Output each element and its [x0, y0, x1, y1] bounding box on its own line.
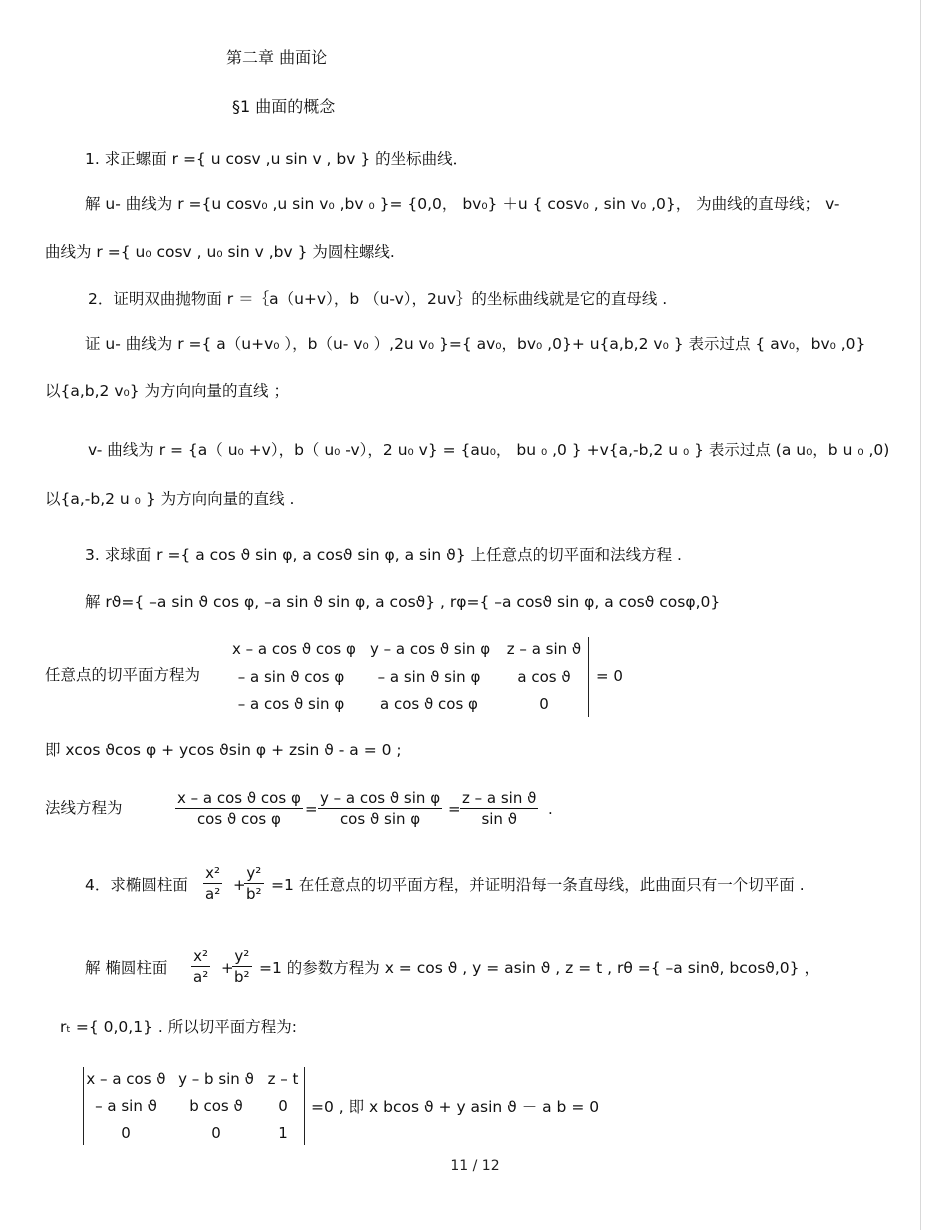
chapter-title: 第二章 曲面论 [226, 48, 328, 67]
det-cell: a cos ϑ [517, 668, 571, 686]
fraction-denominator: a² [193, 968, 209, 986]
det-cell: – a sin ϑ [95, 1097, 157, 1115]
fraction-denominator: cos ϑ sin φ [339, 810, 421, 828]
plus-sign: + [221, 959, 234, 977]
det-cell: x – a cos ϑ [86, 1070, 166, 1088]
det-cell: b cos ϑ [189, 1097, 243, 1115]
det-cell: – a sin ϑ cos φ [237, 668, 345, 686]
det-cell: – a sin ϑ sin φ [377, 668, 481, 686]
determinant-tangent-plane [232, 637, 589, 717]
proof-2-line: 以{a,b,2 v₀} 为方向向量的直线 ； [45, 382, 289, 400]
normal-fraction-2 [318, 788, 442, 829]
det-cell: 0 [121, 1124, 131, 1142]
ellipse-fraction-x [203, 863, 222, 904]
det-cell: 0 [211, 1124, 221, 1142]
section-title: §1 曲面的概念 [232, 97, 336, 116]
solution-3-line: 解 rϑ={ –a sin ϑ cos φ, –a sin ϑ sin φ, a cosϑ} , rφ={ –a cosϑ sin φ, a cosϑ cosφ,0} [85, 593, 721, 611]
det-cell: z – t [267, 1070, 299, 1088]
ellipse-fraction-x [191, 946, 210, 987]
page-number: 11 / 12 [450, 1158, 500, 1174]
proof-2-line: 证 u- 曲线为 r ={ a（u+v₀ ），b（u- v₀ ）,2u v₀ }={ av₀，bv₀ ,0}+ u{a,b,2 v₀ } 表示过点 { av₀，bv₀ ,0} [85, 335, 866, 353]
solution-4-label: 解 椭圆柱面 [85, 959, 168, 977]
det-cell: z – a sin ϑ [506, 640, 582, 658]
solution-1-line: 曲线为 r ={ u₀ cosv , u₀ sin v ,bv } 为圆柱螺线. [45, 243, 395, 261]
proof-2-line: 以{a,-b,2 u ₀ } 为方向向量的直线 . [45, 490, 295, 508]
determinant-ellipse-plane [83, 1067, 305, 1145]
ellipse-fraction-y [244, 863, 264, 904]
solution-4-result: =0 , 即 x bcos ϑ + y asin ϑ － a b = 0 [311, 1098, 600, 1116]
problem-3: 3. 求球面 r ={ a cos ϑ sin φ, a cosϑ sin φ, a sin ϑ} 上任意点的切平面和法线方程 . [85, 546, 682, 564]
problem-4-label: 4．求椭圆柱面 [85, 876, 188, 894]
solution-1-line: 解 u- 曲线为 r ={u cosv₀ ,u sin v₀ ,bv ₀ }= {0,0， bv₀} ＋u { cosv₀ , sin v₀ ,0}， 为曲线的直母线； v- [85, 195, 840, 213]
normal-fraction-1 [175, 788, 303, 829]
fraction-numerator: x² [203, 863, 222, 884]
fraction-denominator: sin ϑ [481, 810, 517, 828]
tangent-plane-result: 即 xcos ϑcos φ + ycos ϑsin φ + zsin ϑ - a = 0 ; [45, 741, 402, 759]
problem-4: =1 在任意点的切平面方程，并证明沿每一条直母线，此曲面只有一个切平面 . [271, 876, 805, 894]
ellipse-fraction-y [232, 946, 252, 987]
fraction-denominator: b² [234, 968, 250, 986]
fraction-numerator: y² [244, 863, 264, 884]
fraction-numerator: x² [191, 946, 210, 967]
fraction-numerator: x – a cos ϑ cos φ [177, 789, 301, 807]
tangent-plane-label: 任意点的切平面方程为 [45, 666, 201, 684]
det1-rhs: = 0 [596, 667, 623, 685]
fraction-numerator: y² [232, 946, 252, 967]
normal-fraction-3 [460, 788, 538, 829]
fraction-numerator: y – a cos ϑ sin φ [320, 789, 441, 807]
det-cell: y – b sin ϑ [178, 1070, 254, 1088]
det-cell: 1 [278, 1124, 288, 1142]
page-edge [920, 0, 921, 1230]
problem-1: 1. 求正螺面 r ={ u cosv ,u sin v , bv } 的坐标曲线． [85, 150, 469, 168]
solution-4-line: rₜ ={ 0,0,1} . 所以切平面方程为: [60, 1018, 297, 1036]
equals-sign: = [448, 800, 461, 818]
det-cell: x – a cos ϑ cos φ [232, 640, 356, 658]
period: . [548, 800, 553, 818]
fraction-denominator: cos ϑ cos φ [196, 810, 281, 828]
proof-2-line: v- 曲线为 r = {a（ u₀ +v），b（ u₀ -v），2 u₀ v} = {au₀， bu ₀ ,0 } +v{a,-b,2 u ₀ } 表示过点 (a u₀，b u ₀ ,0) [88, 441, 890, 459]
fraction-numerator: z – a sin ϑ [462, 789, 537, 807]
det-cell: 0 [539, 695, 549, 713]
equals-sign: = [305, 800, 318, 818]
fraction-denominator: b² [246, 885, 262, 903]
det-cell: a cos ϑ cos φ [380, 695, 478, 713]
normal-line-label: 法线方程为 [45, 799, 123, 817]
fraction-denominator: a² [205, 885, 221, 903]
det-cell: – a cos ϑ sin φ [237, 695, 345, 713]
problem-2: 2．证明双曲抛物面 r ＝｛a（u+v），b （u-v），2uv｝的坐标曲线就是它的直母线 . [88, 290, 668, 308]
solution-4-line: =1 的参数方程为 x = cos ϑ , y = asin ϑ , z = t , rθ ={ –a sinϑ, bcosϑ,0} ， [259, 959, 820, 977]
plus-sign: + [233, 876, 246, 894]
det-cell: y – a cos ϑ sin φ [370, 640, 491, 658]
det-cell: 0 [278, 1097, 288, 1115]
